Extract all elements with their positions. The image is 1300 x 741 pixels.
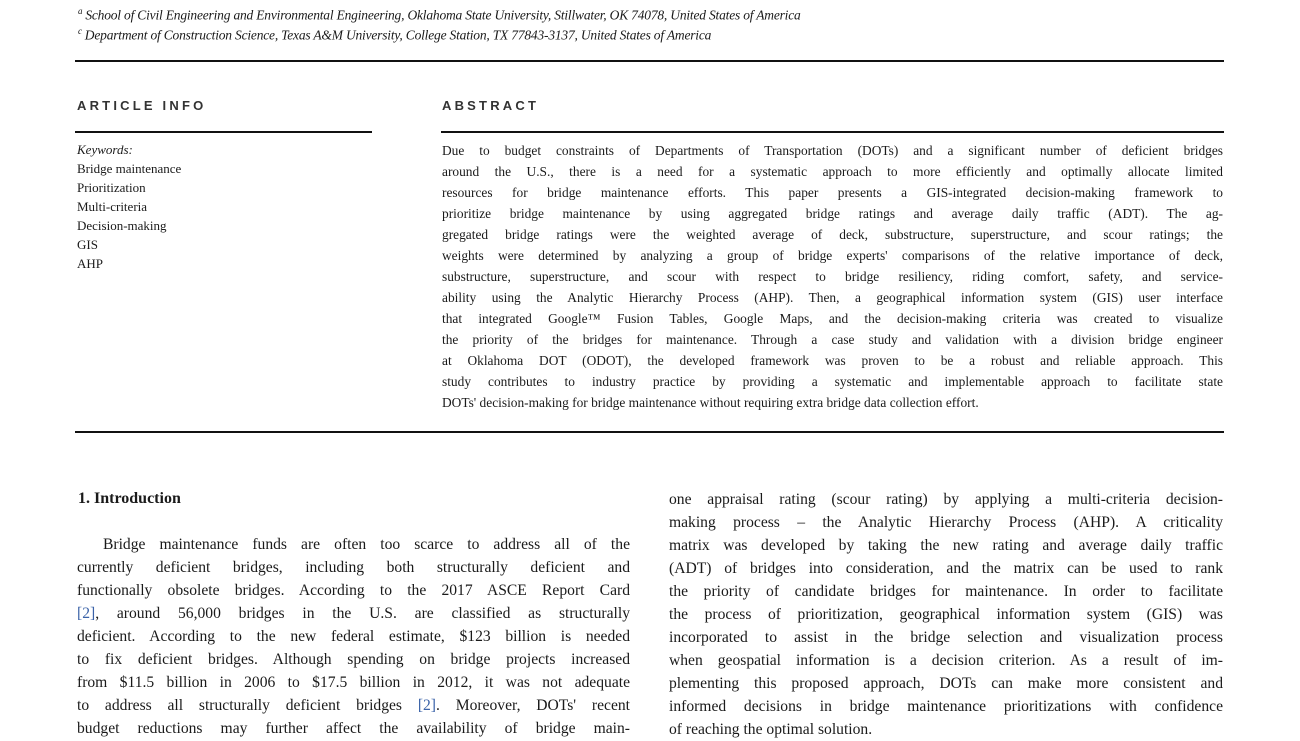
article-info-label: ARTICLE INFO [77, 98, 207, 113]
abstract-line: around the U.S., there is a need for a systematic approach to more efficiently and optimally allocate limited [442, 164, 1223, 179]
body-line: currently deficient bridges, including both structurally deficient and [77, 559, 630, 576]
body-line: [2], around 56,000 bridges in the U.S. are classified as structurally [77, 605, 630, 622]
abstract-line: substructure, superstructure, and scour with respect to bridge resiliency, riding comfort, safety, and service- [442, 269, 1223, 284]
abstract-line: the priority of the bridges for maintenance. Through a case study and validation with a division bridge engineer [442, 332, 1223, 347]
body-line: budget reductions may further affect the availability of bridge main- [77, 720, 630, 737]
abstract-line: prioritize bridge maintenance by using aggregated bridge ratings and average daily traffic (ADT). The ag- [442, 206, 1223, 221]
abstract-label: ABSTRACT [442, 98, 540, 113]
body-line: (ADT) of bridges into consideration, and the matrix can be used to rank [669, 560, 1223, 577]
body-line: informed decisions in bridge maintenance prioritizations with confidence [669, 698, 1223, 715]
keyword: Multi-criteria [77, 199, 148, 214]
keyword: Decision-making [77, 218, 167, 233]
body-line: matrix was developed by taking the new rating and average daily traffic [669, 537, 1223, 554]
abstract-line: ability using the Analytic Hierarchy Process (AHP). Then, a geographical information system (GIS) user interface [442, 290, 1223, 305]
body-line: the process of prioritization, geographical information system (GIS) was [669, 606, 1223, 623]
affiliation-a [78, 6, 801, 24]
body-line: to address all structurally deficient bridges [2]. Moreover, DOTs' recent [77, 697, 630, 714]
body-line: making process – the Analytic Hierarchy Process (AHP). A criticality [669, 514, 1223, 531]
keyword: AHP [77, 256, 104, 271]
body-line: plementing this proposed approach, DOTs can make more consistent and [669, 675, 1223, 692]
body-line: the priority of candidate bridges for maintenance. In order to facilitate [669, 583, 1223, 600]
affiliation-text: Department of Construction Science, Texas A&M University, College Station, TX 77843-3137, United States of America [84, 27, 712, 43]
abstract-divider [441, 131, 1224, 133]
citation-link[interactable]: [2] [77, 605, 96, 622]
affiliation-c [78, 26, 711, 44]
header-divider [75, 60, 1224, 62]
body-line: from $11.5 billion in 2006 to $17.5 billion in 2012, it was not adequate [77, 674, 630, 691]
abstract-line: gregated bridge ratings were the weighted average of deck, substructure, superstructure, and scour ratings; the [442, 227, 1223, 242]
abstract-line: at Oklahoma DOT (ODOT), the developed framework was proven to be a robust and reliable approach. This [442, 353, 1223, 368]
affiliation-text: School of Civil Engineering and Environmental Engineering, Oklahoma State University, Stillwater, OK 74078, United States of America [85, 7, 801, 23]
affiliation-mark: a [78, 6, 83, 16]
abstract-bottom-divider [75, 431, 1224, 433]
body-column-left [77, 533, 630, 740]
keywords-heading: Keywords: [77, 142, 133, 157]
keyword: Prioritization [77, 180, 146, 195]
body-line: deficient. According to the new federal estimate, $123 billion is needed [77, 628, 630, 645]
citation-link[interactable]: [2] [417, 697, 436, 714]
body-line: incorporated to assist in the bridge selection and visualization process [669, 629, 1223, 646]
abstract-line: that integrated Google™ Fusion Tables, Google Maps, and the decision-making criteria was created to visualize [442, 311, 1223, 326]
keyword: GIS [77, 237, 98, 252]
body-line: to fix deficient bridges. Although spending on bridge projects increased [77, 651, 630, 668]
body-column-right [669, 488, 1223, 741]
body-line: when geospatial information is a decision criterion. As a result of im- [669, 652, 1223, 669]
keywords-list [77, 140, 181, 273]
abstract-line: resources for bridge maintenance efforts. This paper presents a GIS-integrated decision-making framework to [442, 185, 1223, 200]
keyword: Bridge maintenance [77, 161, 182, 176]
section-heading-introduction: 1. Introduction [78, 490, 181, 507]
abstract-body [442, 140, 1223, 413]
article-info-divider [75, 131, 372, 133]
body-line: functionally obsolete bridges. According to the 2017 ASCE Report Card [77, 582, 630, 599]
abstract-line: weights were determined by analyzing a group of bridge experts' comparisons of the relative importance of deck, [442, 248, 1223, 263]
affiliation-mark: c [78, 26, 82, 36]
body-line: one appraisal rating (scour rating) by applying a multi-criteria decision- [669, 491, 1223, 508]
abstract-line: Due to budget constraints of Departments of Transportation (DOTs) and a significant number of deficient bridges [442, 143, 1223, 158]
body-line: of reaching the optimal solution. [669, 721, 873, 738]
abstract-line: study contributes to industry practice by providing a systematic and implementable approach to facilitate state [442, 374, 1223, 389]
abstract-line: DOTs' decision-making for bridge maintenance without requiring extra bridge data collection effort. [442, 395, 979, 410]
body-line: Bridge maintenance funds are often too scarce to address all of the [103, 536, 630, 553]
